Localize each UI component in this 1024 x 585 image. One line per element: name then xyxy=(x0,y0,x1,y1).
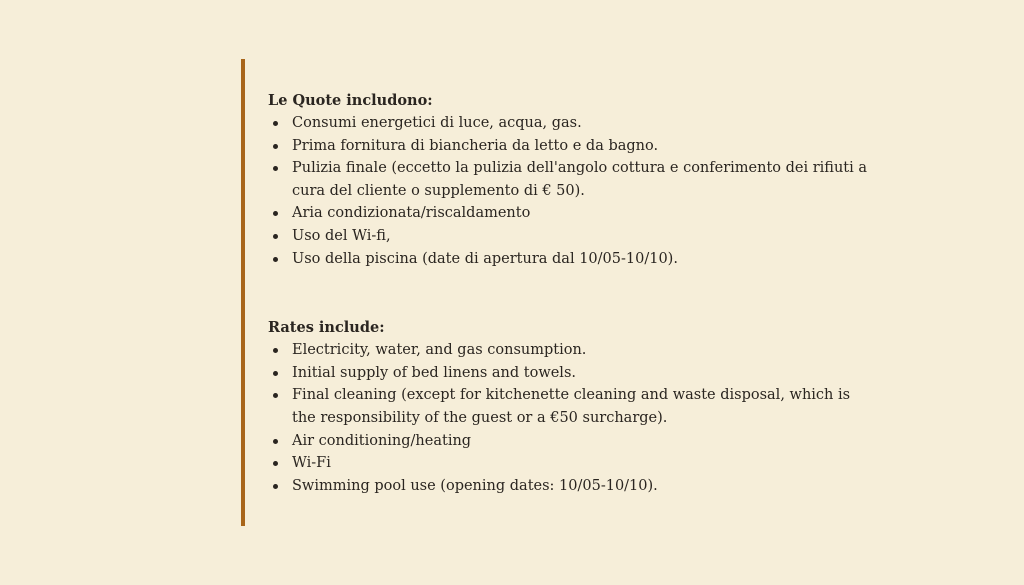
list-item xyxy=(268,225,868,248)
list-item xyxy=(268,157,868,202)
list-item xyxy=(268,384,868,429)
list-item-text: Uso della piscina (date di apertura dal 10/05-10/10). xyxy=(292,250,678,267)
bullet-icon xyxy=(273,121,278,126)
list-italian xyxy=(268,112,868,270)
list-item-text: Swimming pool use (opening dates: 10/05-10/10). xyxy=(292,477,658,494)
list-english xyxy=(268,339,868,497)
section-title-italian: Le Quote includono: xyxy=(268,92,433,109)
bullet-icon xyxy=(273,393,278,398)
section-english xyxy=(268,316,868,497)
rates-content xyxy=(268,89,868,497)
list-item-text: Electricity, water, and gas consumption. xyxy=(292,342,587,359)
list-item xyxy=(268,135,868,158)
section-italian xyxy=(268,89,868,270)
list-item-text: Wi-Fi xyxy=(292,455,331,472)
list-item-text: Pulizia finale (eccetto la pulizia dell'angolo cottura e conferimento dei rifiuti a cura del cliente o supplemento di € 50). xyxy=(292,160,868,199)
list-item-text: Consumi energetici di luce, acqua, gas. xyxy=(292,115,582,131)
accent-divider-bar xyxy=(241,59,245,526)
list-item-text: Uso del Wi-fi, xyxy=(292,227,391,244)
list-item xyxy=(268,112,868,135)
bullet-icon xyxy=(273,371,278,376)
list-item xyxy=(268,362,868,385)
list-item-text: Prima fornitura di biancheria da letto e da bagno. xyxy=(292,137,659,154)
bullet-icon xyxy=(273,257,278,262)
list-item-text: Final cleaning (except for kitchenette cleaning and waste disposal, which is the responsibility of the guest or a €50 surcharge). xyxy=(292,387,851,426)
list-item xyxy=(268,248,868,271)
bullet-icon xyxy=(273,348,278,353)
list-item-text: Initial supply of bed linens and towels. xyxy=(292,364,576,381)
list-item xyxy=(268,475,868,498)
bullet-icon xyxy=(273,166,278,171)
bullet-icon xyxy=(273,211,278,216)
bullet-icon xyxy=(273,144,278,149)
list-item-text: Aria condizionata/riscaldamento xyxy=(292,205,531,222)
bullet-icon xyxy=(273,439,278,444)
bullet-icon xyxy=(273,461,278,466)
list-item-text: Air conditioning/heating xyxy=(292,432,472,449)
list-item xyxy=(268,452,868,475)
section-title-english: Rates include: xyxy=(268,319,385,337)
list-item xyxy=(268,339,868,362)
bullet-icon xyxy=(273,484,278,489)
list-item xyxy=(268,202,868,225)
list-item xyxy=(268,430,868,453)
bullet-icon xyxy=(273,234,278,239)
